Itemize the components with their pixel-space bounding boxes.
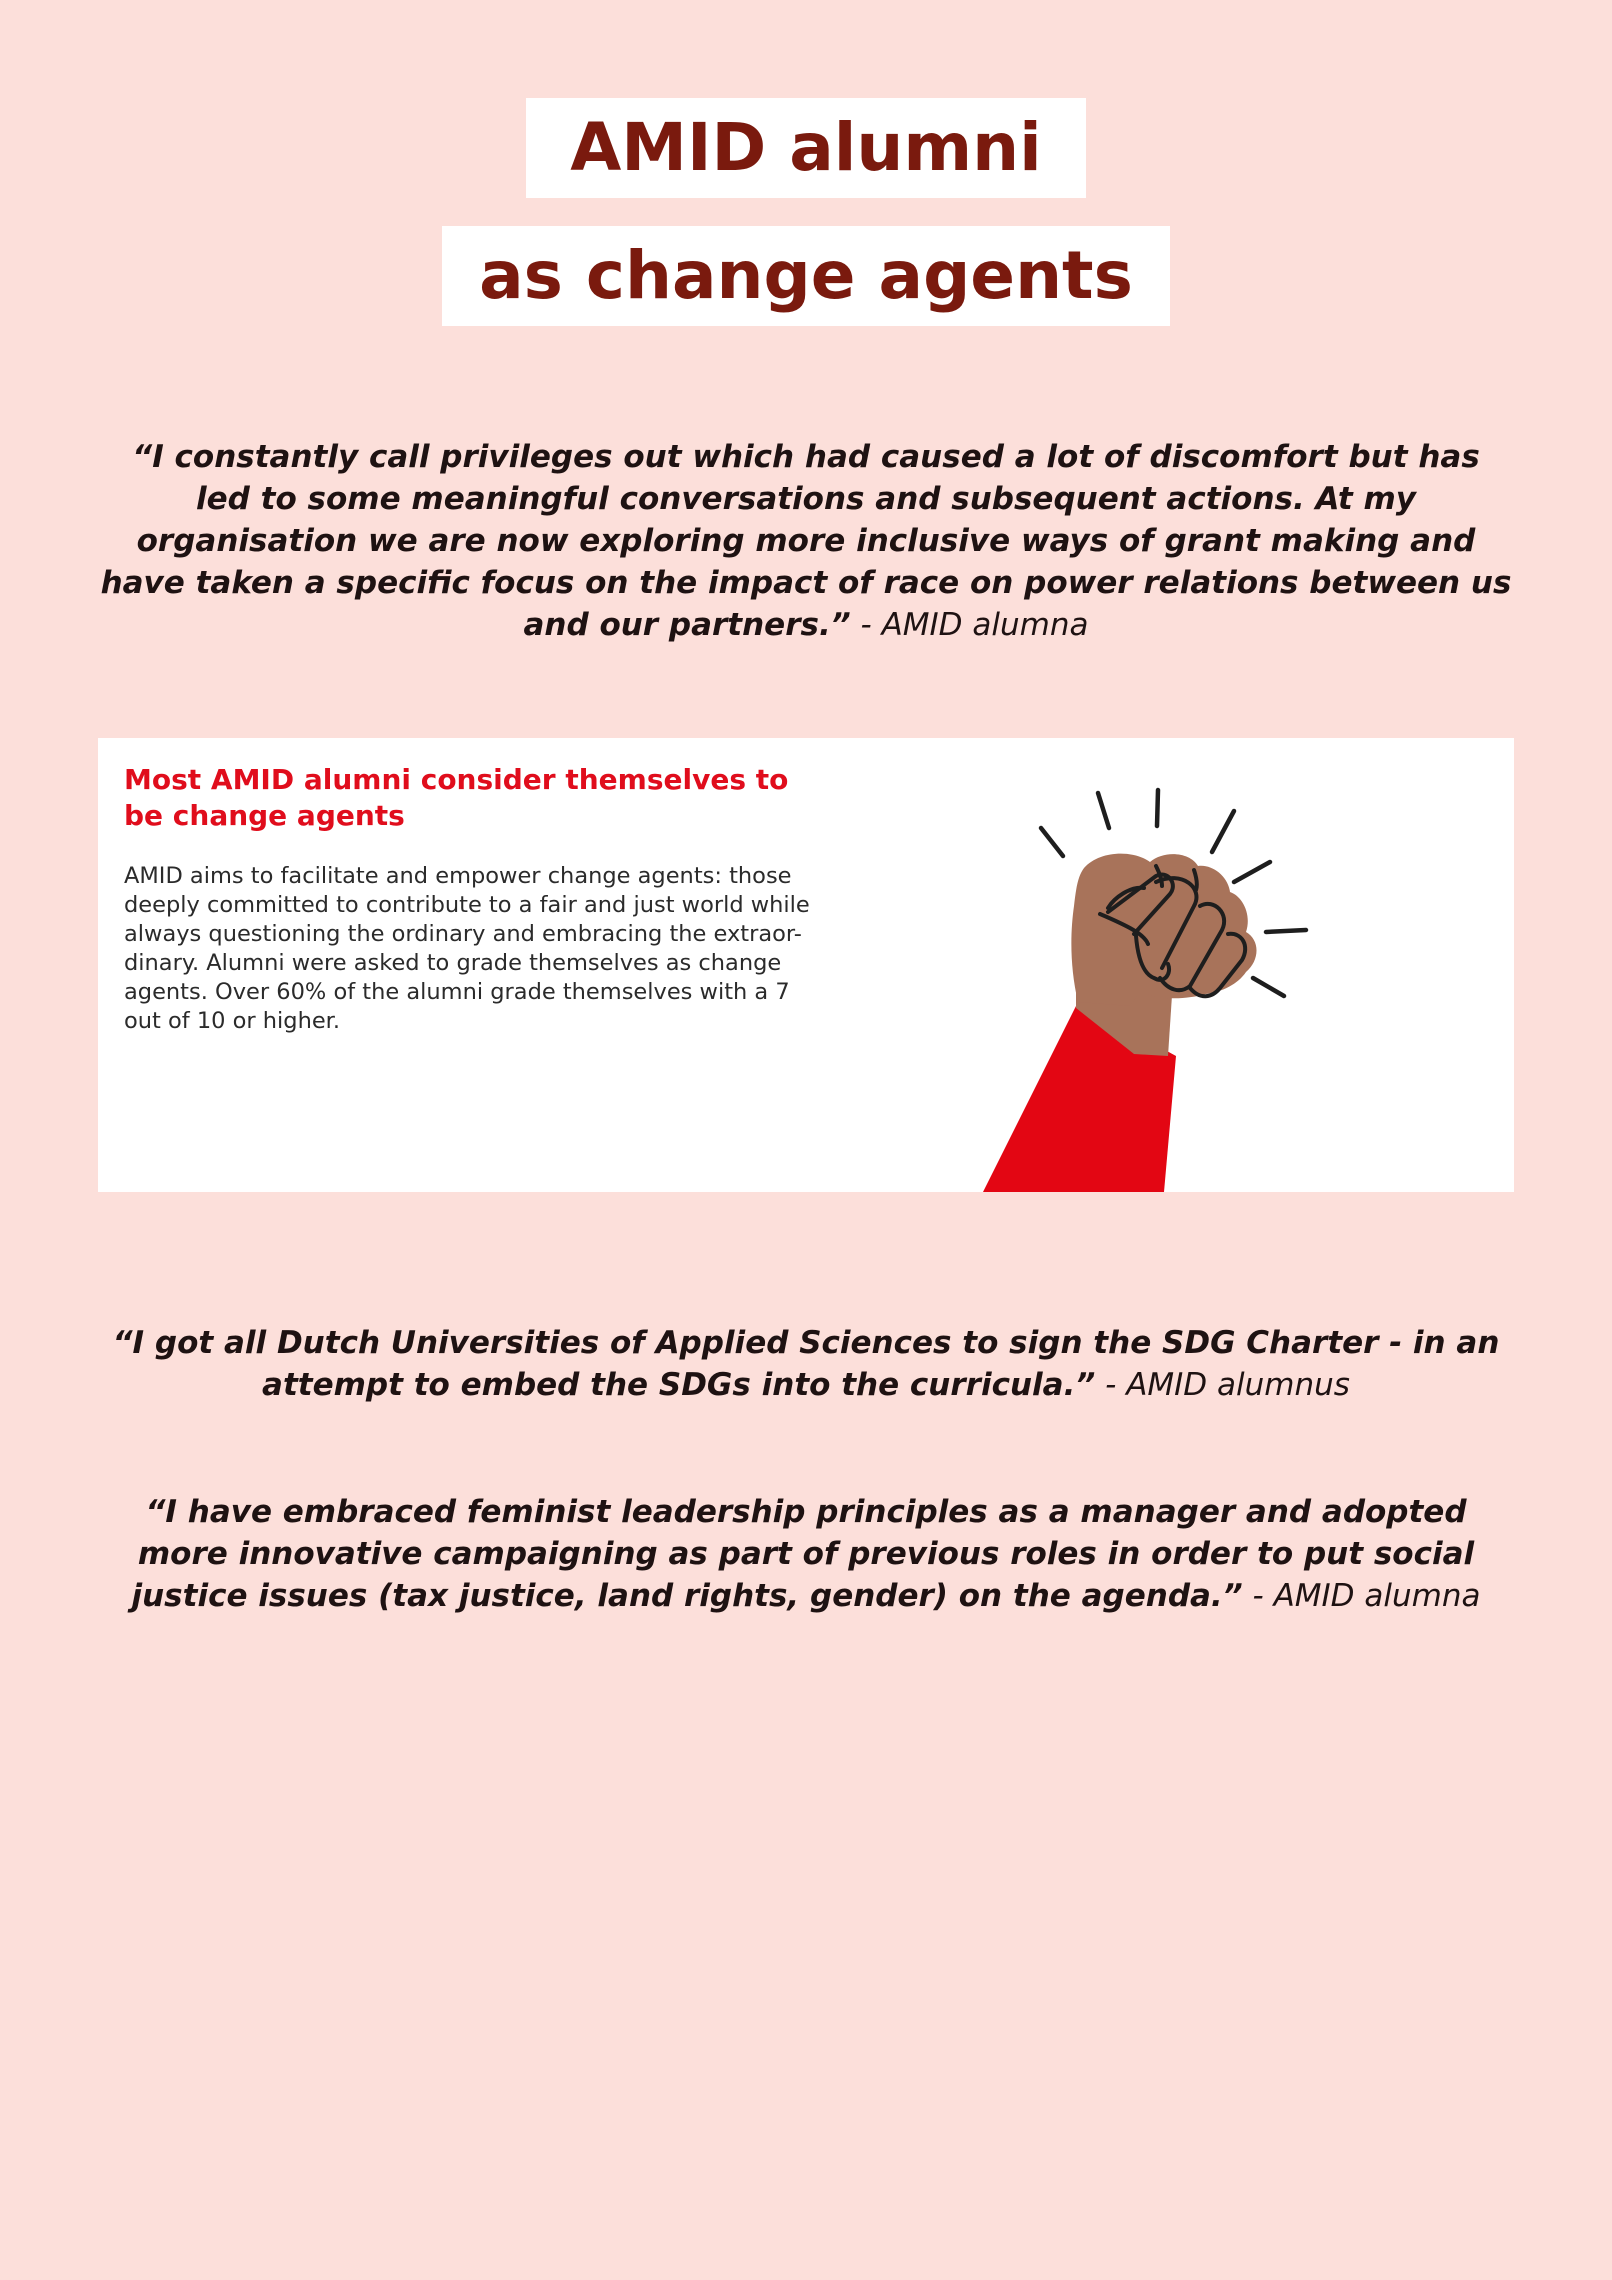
raised-fist-icon xyxy=(838,738,1338,1192)
quote-text: “I got all Dutch Universities of Applied Sciences to sign the SDG Charter - in an attempt to embed the SDGs into the curricula.” xyxy=(112,1325,1500,1403)
quote-block xyxy=(100,436,1512,646)
quote-attribution: - AMID alumna xyxy=(850,607,1089,643)
quote-attribution: - AMID alumnus xyxy=(1095,1367,1350,1403)
quote-attribution: - AMID alumna xyxy=(1242,1578,1481,1614)
quote-block xyxy=(100,1322,1512,1406)
quote-text: “I constantly call privileges out which had caused a lot of discomfort but has led to some meaningful conversations and subsequent actions. At my organisation we are now exploring more inclusive ways of grant making and have taken a specific focus on the impact of race on power relations between us and our partners.” xyxy=(100,439,1512,643)
page-title-line-2: as change agents xyxy=(442,226,1170,326)
change-agents-card xyxy=(98,738,1514,1192)
card-body-text: AMID aims to facilitate and empower change agents: those deeply committed to contribute to a fair and just world while always questioning the ordinary and embracing the extraor-dinary. Alumni were asked to grade themselves as change agents. Over 60% of the alumni grade themselves with a 7 out of 10 or higher. xyxy=(124,863,810,1034)
page-title-line-1: AMID alumni xyxy=(526,98,1086,198)
card-heading: Most AMID alumni consider themselves to be change agents xyxy=(124,763,789,832)
quote-block xyxy=(100,1491,1512,1617)
quote-text: “I have embraced feminist leadership principles as a manager and adopted more innovative campaigning as part of previous roles in order to put social justice issues (tax justice, land rights, gender) on the agenda.” xyxy=(131,1494,1475,1614)
